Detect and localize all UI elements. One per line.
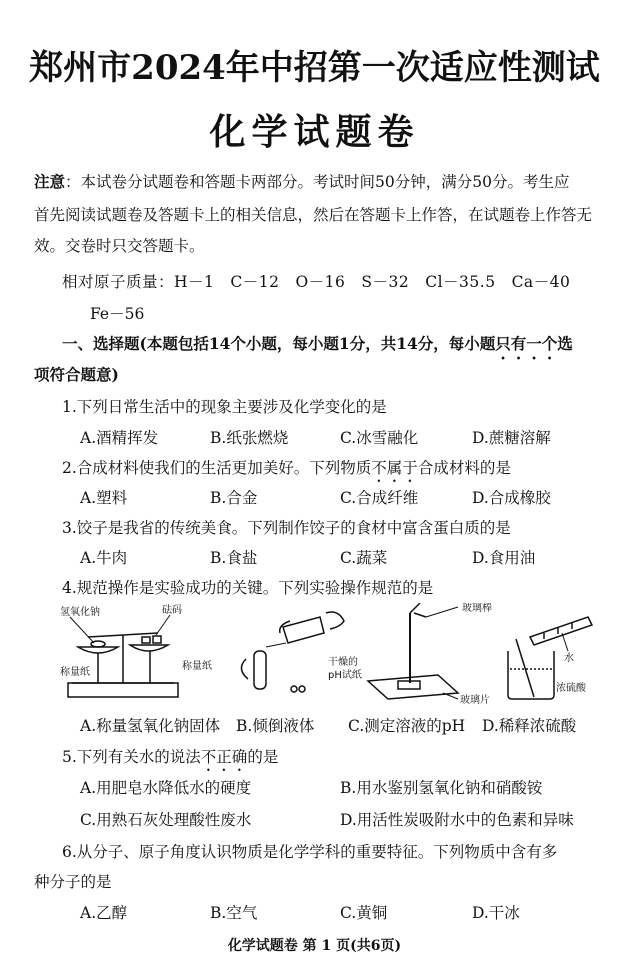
section-heading-line-2: 项符合题意) (34, 365, 119, 384)
q4-option-b: B.倾倒液体 (236, 717, 315, 735)
q3-option-b: B.食盐 (210, 549, 258, 567)
section-heading-emphasis: 只有一个 (495, 334, 558, 353)
label-paper-right: 称量纸 (182, 661, 212, 672)
label-dry: 干燥的 (328, 657, 358, 668)
q2-option-d: D.合成橡胶 (472, 489, 551, 507)
page-subtitle: 化学试题卷 (209, 111, 420, 153)
q1-option-d: D.蔗糖溶解 (472, 429, 551, 447)
atomic-mass-line-1: 相对原子质量：H－1 C－12 O－16 S－32 Cl－35.5 Ca－40 (62, 273, 571, 291)
q1-option-a: A.酒精挥发 (80, 429, 159, 447)
experiment-figures (58, 603, 598, 711)
q5-option-d: D.用活性炭吸附水中的色素和异味 (340, 811, 574, 829)
question-1-stem: 1.下列日常生活中的现象主要涉及化学变化的是 (62, 398, 387, 416)
question-3-stem: 3.饺子是我省的传统美食。下列制作饺子的食材中富含蛋白质的是 (62, 519, 511, 537)
question-6-stem-line-2: 种分子的是 (34, 873, 112, 891)
label-glass-rod: 玻璃棒 (462, 603, 492, 614)
notice-line-2: 首先阅读试题卷及答题卡上的相关信息，然后在答题卡上作答，在试题卷上作答无 (34, 206, 593, 224)
label-ph-paper: pH试纸 (328, 670, 362, 681)
q5-option-a: A.用肥皂水降低水的硬度 (80, 779, 252, 797)
q4-option-a: A.称量氢氧化钠固体 (80, 717, 221, 735)
atomic-mass-line-2: Fe－56 (90, 305, 145, 323)
q2-option-b: B.合金 (210, 489, 258, 507)
q4-option-c: C.测定溶液的pH (348, 717, 466, 735)
balance-figure (68, 615, 178, 697)
question-4-stem: 4.规范操作是实验成功的关键。下列实验操作规范的是 (62, 579, 434, 597)
q6-option-b: B.空气 (210, 904, 258, 922)
q6-option-c: C.黄铜 (340, 904, 388, 922)
question-2-stem: 2.合成材料使我们的生活更加美好。下列物质不属于合成材料的是 (62, 459, 511, 477)
label-weights: 砝码 (162, 605, 182, 616)
q5-option-c: C.用熟石灰处理酸性废水 (80, 811, 252, 829)
ph-test-figure (368, 603, 458, 699)
q1-option-b: B.纸张燃烧 (210, 429, 289, 447)
question-6-stem-line-1: 6.从分子、原子角度认识物质是化学学科的重要特征。下列物质中含有多 (62, 843, 558, 861)
page-footer: 化学试题卷 第 1 页(共6页) (227, 938, 402, 954)
question-5-stem: 5.下列有关水的说法不正确的是 (62, 748, 279, 766)
label-paper-left: 称量纸 (60, 667, 90, 678)
q5-option-b: B.用水鉴别氢氧化钠和硝酸铵 (340, 779, 543, 797)
q2-option-a: A.塑料 (80, 489, 128, 507)
q3-option-a: A.牛肉 (80, 549, 128, 567)
q4-option-d: D.稀释浓硫酸 (482, 717, 577, 735)
notice-line-3: 效。交卷时只交答题卡。 (34, 237, 205, 255)
q2-option-c: C.合成纤维 (340, 489, 419, 507)
q3-option-c: C.蔬菜 (340, 549, 388, 567)
section-heading: 一、选择题(本题包括14个小题，每小题1分，共14分，每小题只有一个选 (62, 334, 573, 353)
label-glass-plate: 玻璃片 (460, 695, 490, 706)
q6-option-d: D.干冰 (472, 904, 520, 922)
notice-label: 注意 (34, 172, 66, 191)
label-water: 水 (564, 653, 574, 664)
q1-option-c: C.冰雪融化 (340, 429, 419, 447)
page-title: 郑州市2024年中招第一次适应性测试 (29, 48, 600, 88)
label-naoh: 氢氧化钠 (60, 607, 100, 618)
q6-option-a: A.乙醇 (80, 904, 128, 922)
q3-option-d: D.食用油 (472, 549, 536, 567)
label-conc-acid: 浓硫酸 (556, 683, 586, 694)
notice-line-1: 注意：本试卷分试题卷和答题卡两部分。考试时间50分钟，满分50分。考生应 (34, 172, 570, 191)
